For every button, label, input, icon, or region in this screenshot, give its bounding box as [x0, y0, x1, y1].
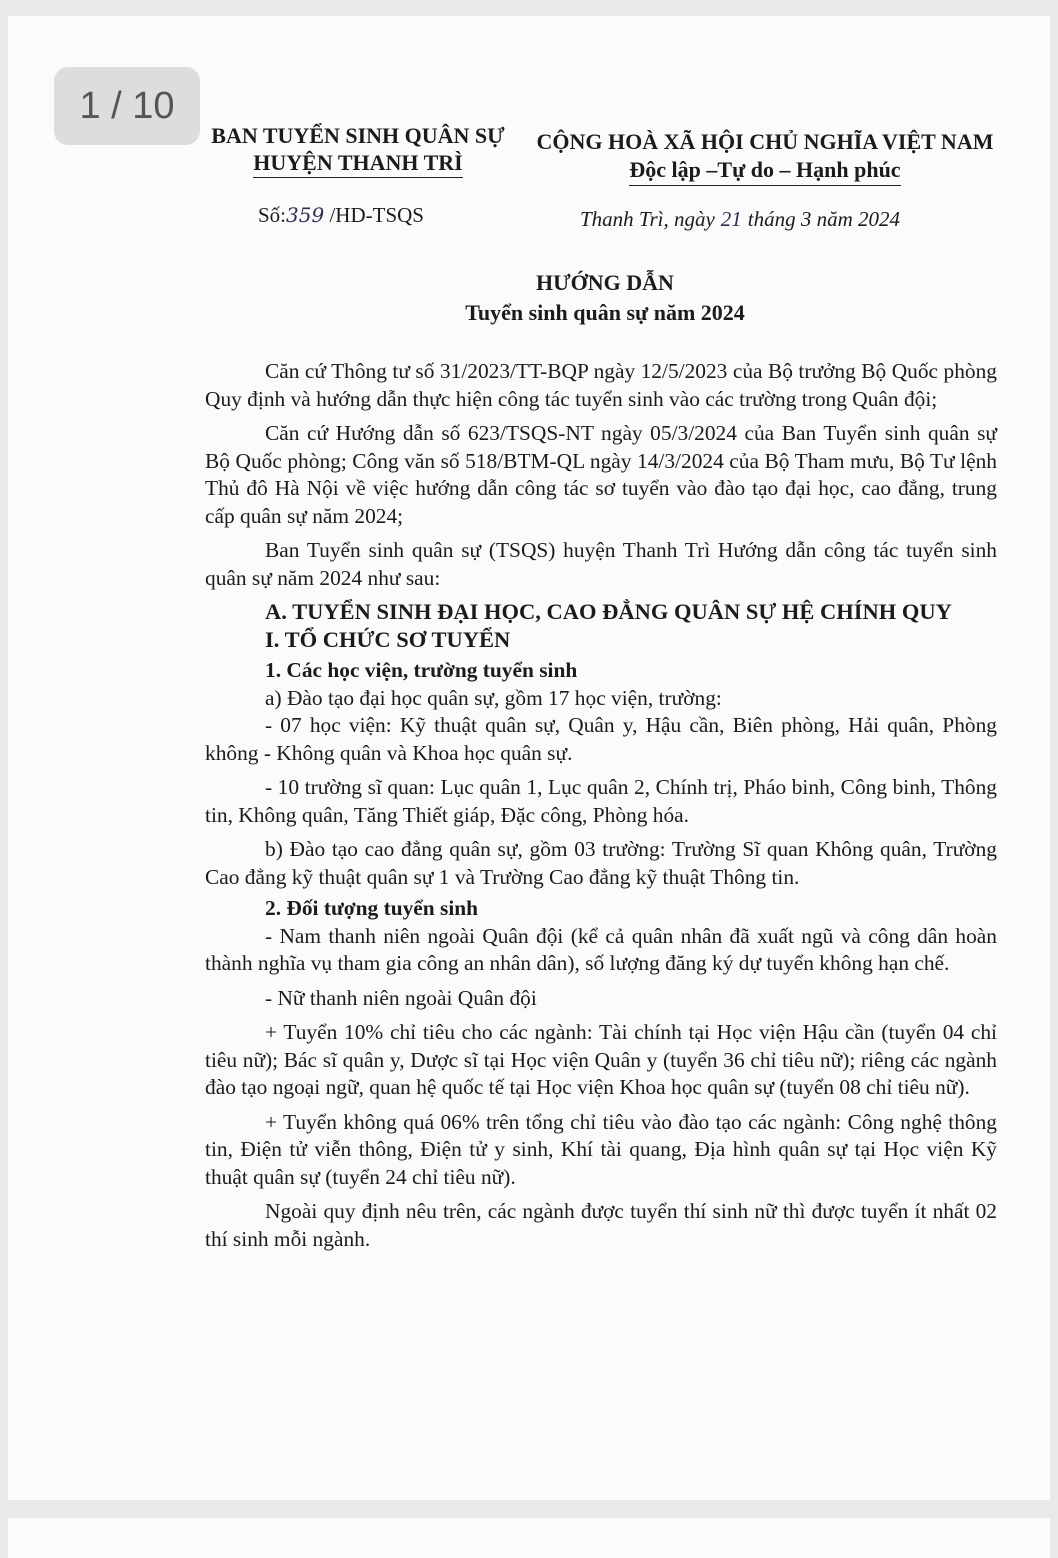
section-heading-2: 2. Đối tượng tuyển sinh [265, 896, 479, 920]
document-number-prefix: Số: [258, 203, 287, 227]
document-number-suffix: /HD-TSQS [329, 203, 424, 227]
paragraph-minimum-female: Ngoài quy định nêu trên, các ngành được tuyển thí sinh nữ thì được tuyển ít nhất 02 thí sinh mỗi ngành. [205, 1199, 997, 1251]
next-document-page [8, 1518, 1050, 1558]
paragraph-legal-basis-2: Căn cứ Hướng dẫn số 623/TSQS-NT ngày 05/3/2024 của Ban Tuyển sinh quân sự Bộ Quốc phòng; Công văn số 518/BTM-QL ngày 14/3/2024 của Bộ Tham mưu, Bộ Tư lệnh Thủ đô Hà Nội về việc hướng dẫn công tác sơ tuyển vào đào tạo đại học, cao đẳng, trung cấp quân sự năm 2024; [205, 421, 997, 528]
paragraph-female-quota-6: + Tuyển không quá 06% trên tổng chỉ tiêu vào đào tạo các ngành: Công nghệ thông tin, Điện tử viễn thông, Điện tử y sinh, Khí tài quang, Địa hình quân sự tại Học viện Kỹ thuật quân sự (tuyển 24 chỉ tiêu nữ). [205, 1109, 997, 1189]
document-number [258, 203, 424, 228]
organization-name: BAN TUYỂN SINH QUÂN SỰ [211, 123, 505, 148]
date-suffix: tháng 3 năm 2024 [747, 207, 901, 231]
page-counter-badge [54, 67, 200, 145]
document-date [580, 207, 900, 232]
title-main: HƯỚNG DẪN [536, 270, 674, 295]
paragraph-academies: - 07 học viện: Kỹ thuật quân sự, Quân y, Hậu cần, Biên phòng, Hải quân, Phòng không - Không quân và Khoa học quân sự. [205, 713, 997, 765]
document-body [205, 358, 997, 1253]
nation-name: CỘNG HOÀ XÃ HỘI CHỦ NGHĨA VIỆT NAM [536, 129, 994, 154]
paragraph-male-candidates: - Nam thanh niên ngoài Quân đội (kể cả quân nhân đã xuất ngũ và công dân hoàn thành nghĩa vụ tham gia công an nhân dân), số lượng đăng ký dự tuyển không hạn chế. [205, 923, 997, 975]
paragraph-female-candidates: - Nữ thanh niên ngoài Quân đội [265, 985, 537, 1010]
organization-district: HUYỆN THANH TRÌ [253, 149, 462, 178]
paragraph-college-training: b) Đào tạo cao đẳng quân sự, gồm 03 trường: Trường Sĩ quan Không quân, Trường Cao đẳng kỹ thuật quân sự 1 và Trường Cao đẳng kỹ thuật Thông tin. [205, 837, 997, 889]
date-handwritten-day: 21 [720, 207, 742, 231]
paragraph-legal-basis-1: Căn cứ Thông tư số 31/2023/TT-BQP ngày 12/5/2023 của Bộ trưởng Bộ Quốc phòng Quy định và hướng dẫn thực hiện công tác tuyển sinh vào các trường trong Quân đội; [205, 359, 997, 411]
section-heading-1: 1. Các học viện, trường tuyển sinh [265, 658, 578, 682]
national-motto: Độc lập –Tự do – Hạnh phúc [629, 156, 900, 186]
date-prefix: Thanh Trì, ngày [580, 207, 715, 231]
paragraph-intro: Ban Tuyển sinh quân sự (TSQS) huyện Thanh Trì Hướng dẫn công tác tuyển sinh quân sự năm 2024 như sau: [205, 538, 997, 590]
issuing-organization [200, 122, 516, 178]
paragraph-university-training: a) Đào tạo đại học quân sự, gồm 17 học viện, trường: [265, 685, 722, 710]
section-heading-i: I. TỔ CHỨC SƠ TUYỂN [265, 626, 511, 652]
document-number-handwritten: 359 [286, 203, 325, 227]
title-sub: Tuyển sinh quân sự năm 2024 [465, 300, 745, 325]
paragraph-female-quota-10: + Tuyển 10% chỉ tiêu cho các ngành: Tài chính tại Học viện Hậu cần (tuyển 04 chỉ tiêu nữ); Bác sĩ quân y, Dược sĩ tại Học viện Quân y (tuyển 36 chỉ tiêu nữ); riêng các ngành đào tạo ngoại ngữ, quan hệ quốc tế tại Học viện Khoa học quân sự (tuyển 08 chỉ tiêu nữ). [205, 1020, 997, 1099]
paragraph-officer-schools: - 10 trường sĩ quan: Lục quân 1, Lục quân 2, Chính trị, Pháo binh, Công binh, Thông tin, Không quân, Tăng Thiết giáp, Đặc công, Phòng hóa. [205, 775, 997, 827]
document-title [300, 268, 910, 328]
page-counter-text: 1 / 10 [79, 84, 175, 127]
national-header [530, 128, 1000, 186]
section-heading-a: A. TUYỂN SINH ĐẠI HỌC, CAO ĐẲNG QUÂN SỰ HỆ CHÍNH QUY [265, 599, 952, 624]
